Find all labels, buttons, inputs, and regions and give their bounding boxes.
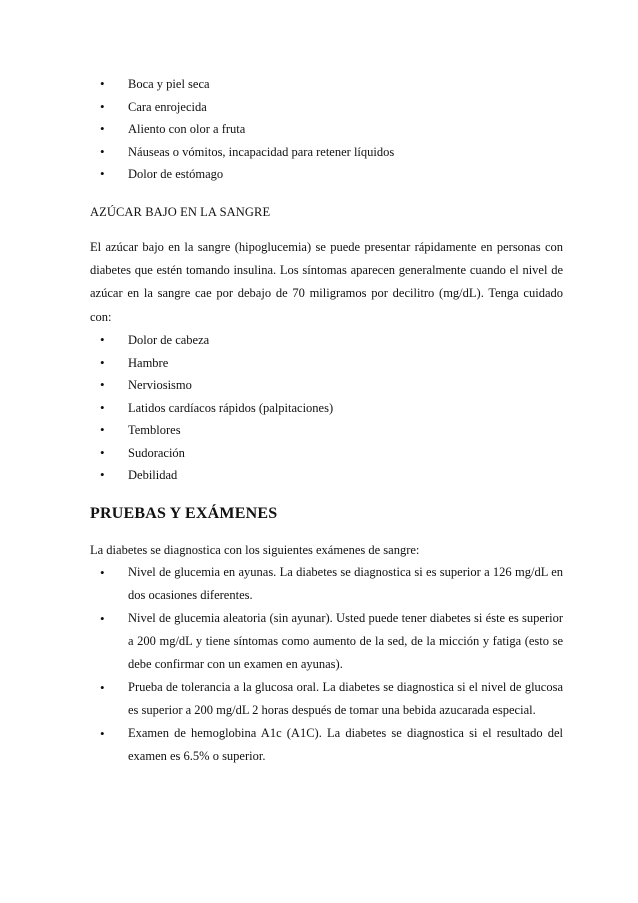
list-item: • Sudoración [90,442,563,465]
list-item: • Nivel de glucemia aleatoria (sin ayunar). Usted puede tener diabetes si éste es superior a 200 mg/dL y tiene síntomas como aumento de la sed, de la micción y fatiga (esto se debe confirmar con un examen en ayunas). [90,607,563,676]
tests-intro: La diabetes se diagnostica con los siguientes exámenes de sangre: [90,542,420,557]
list-item: • Latidos cardíacos rápidos (palpitaciones) [90,397,563,420]
tests-list [90,561,563,768]
low-sugar-heading: AZÚCAR BAJO EN LA SANGRE [90,204,271,219]
list-item: • Temblores [90,419,563,442]
list-item: • Nerviosismo [90,374,563,397]
list-item: • Hambre [90,352,563,375]
low-sugar-paragraph: El azúcar bajo en la sangre (hipoglucemia) se puede presentar rápidamente en personas con diabetes que estén tomando insulina. Los síntomas aparecen generalmente cuando el nivel de azúcar en la sangre cae por debajo de 70 miligramos por decilitro (mg/dL). Tenga cuidado con: [90,239,563,324]
high-sugar-symptoms-list [90,73,563,186]
list-item: • Aliento con olor a fruta [90,118,563,141]
list-item: • Dolor de cabeza [90,329,563,352]
list-item: • Dolor de estómago [90,163,563,186]
tests-section-title: PRUEBAS Y EXÁMENES [90,504,278,522]
list-item: • Boca y piel seca [90,73,563,96]
page-content [90,73,563,768]
list-item: • Nivel de glucemia en ayunas. La diabetes se diagnostica si es superior a 126 mg/dL en dos ocasiones diferentes. [90,561,563,607]
list-item: • Cara enrojecida [90,96,563,119]
list-item: • Debilidad [90,464,563,487]
list-item: • Examen de hemoglobina A1c (A1C). La diabetes se diagnostica si el resultado del examen es 6.5% o superior. [90,722,563,768]
list-item: • Prueba de tolerancia a la glucosa oral. La diabetes se diagnostica si el nivel de glucosa es superior a 200 mg/dL 2 horas después de tomar una bebida azucarada especial. [90,676,563,722]
low-sugar-symptoms-list [90,329,563,487]
list-item: • Náuseas o vómitos, incapacidad para retener líquidos [90,141,563,164]
